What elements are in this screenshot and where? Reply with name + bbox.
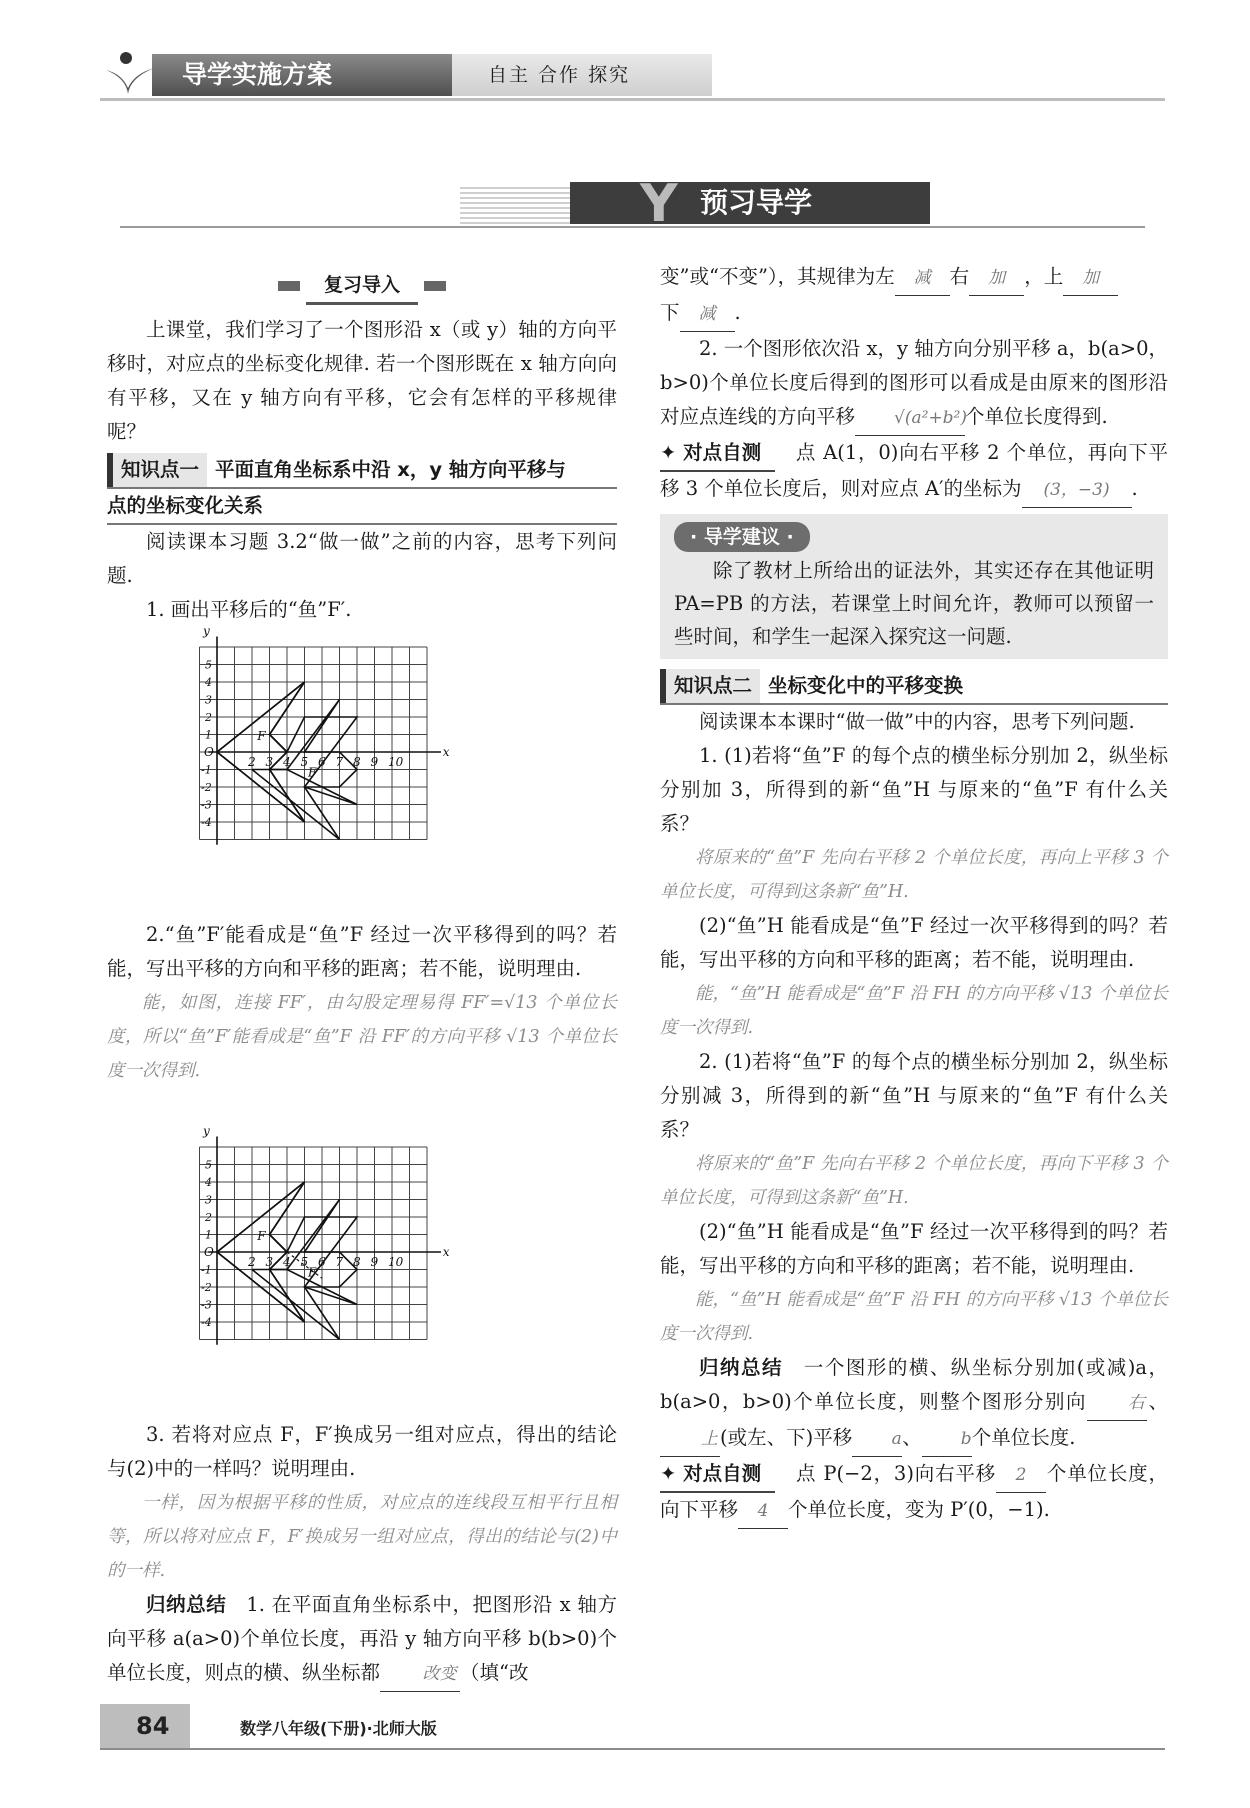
- coordinate-grid-2: [201, 1123, 505, 1415]
- section-line: [120, 226, 1145, 228]
- x-tick-label: 7: [335, 755, 344, 769]
- y-tick-label: 3: [205, 693, 212, 707]
- r2-answer2: 能，“鱼”H 能看成是“鱼”F 沿 FH 的方向平移 √13 个单位长度一次得到.: [660, 1290, 1168, 1344]
- y-tick-label: 4: [205, 1176, 212, 1189]
- r1-answer2: 能，“鱼”H 能看成是“鱼”F 沿 FH 的方向平移 √13 个单位长度一次得到.: [660, 984, 1168, 1038]
- x-tick-label: 10: [388, 755, 404, 769]
- r1-question: 1. (1)若将“鱼”F 的每个点的横坐标分别加 2，纵坐标分别加 3，所得到的新“鱼”H 与原来的“鱼”F 有什么关系？: [660, 744, 1168, 835]
- intro-text: 上课堂，我们学习了一个图形沿 x（或 y）轴的方向平移时，对应点的坐标变化规律. 若一个图形既在 x 轴方向向有平移，又在 y 轴方向有平移，它会有怎样的平移规律呢？: [107, 318, 617, 443]
- fish-F-label: F: [257, 728, 266, 743]
- y-tick-label: 4: [205, 676, 212, 689]
- suggestion-title: · 导学建议 ·: [674, 522, 810, 552]
- x-tick-label: 5: [300, 755, 309, 769]
- origin-label: O: [204, 1245, 214, 1259]
- x-tick-label: 2: [248, 1255, 256, 1269]
- self-test-1: ✦ 对点自测 点 A(1，0)向右平移 2 个单位，再向下平移 3 个单位长度后，则对应点 A′的坐标为 (3，−3) .: [660, 436, 1168, 508]
- x-tick-label: 9: [370, 755, 379, 769]
- coordinate-grid-1: [201, 623, 505, 915]
- origin-label: O: [204, 745, 214, 759]
- r2-question: 2. (1)若将“鱼”F 的每个点的横坐标分别加 2，纵坐标分别减 3，所得到的新“鱼”H 与原来的“鱼”F 有什么关系？: [660, 1050, 1168, 1141]
- header-tags: 自主 合作 探究: [452, 54, 712, 96]
- y-tick-label: 2: [205, 1211, 212, 1224]
- x-tick-label: 10: [388, 1255, 404, 1269]
- r1-question2: (2)“鱼”H 能看成是“鱼”F 经过一次平移得到的吗？若能，写出平移的方向和平移的距离；若不能，说明理由.: [660, 914, 1168, 971]
- q1-text: 1. 画出平移后的“鱼”F′.: [146, 598, 352, 621]
- y-tick-label: -4: [201, 1316, 212, 1329]
- left-column: [107, 268, 617, 627]
- y-tick-label: -1: [201, 763, 212, 777]
- x-tick-label: 4: [283, 1255, 291, 1269]
- y-tick-label: -1: [201, 1263, 212, 1277]
- section-bar: [120, 176, 1145, 232]
- fish-F-label: F: [257, 1228, 266, 1243]
- reader-logo-icon: [100, 48, 160, 98]
- left-column-2: [107, 918, 617, 1088]
- y-axis-label: y: [203, 623, 210, 638]
- y-tick-label: 1: [205, 728, 212, 742]
- x-tick-label: 3: [265, 1255, 274, 1269]
- a3-answer: 一样，因为根据平移的性质，对应点的连线段互相平行且相等，所以将对应点 F，F′换成另一组对应点，得出的结论与(2)中的一样.: [107, 1493, 617, 1581]
- summary1: 归纳总结 1. 在平面直角坐标系中，把图形沿 x 轴方向平移 a(a>0)个单位长度，再沿 y 轴方向平移 b(b>0)个单位长度，则点的横、纵坐标都 改变 （填“改: [107, 1588, 617, 1692]
- suggestion-text: 除了教材上所给出的证法外，其实还存在其他证明 PA=PB 的方法，若课堂上时间允许，教师可以预留一些时间，和学生一起深入探究这一问题.: [674, 559, 1154, 648]
- section-title: 预习导学: [570, 182, 930, 224]
- review-heading: 复习导入: [107, 268, 617, 305]
- teaching-suggestion: [660, 514, 1168, 659]
- footer-rule: [100, 1748, 1165, 1750]
- read1-text: 阅读课本习题 3.2“做一做”之前的内容，思考下列问题.: [107, 530, 617, 587]
- x-tick-label: 6: [318, 755, 326, 769]
- y-tick-label: -2: [201, 781, 212, 794]
- q3-text: 3. 若将对应点 F，F′换成另一组对应点，得出的结论与(2)中的一样吗？说明理由.: [107, 1423, 617, 1480]
- right-column: [660, 260, 1168, 1529]
- read2-text: 阅读课本本课时“做一做”中的内容，思考下列问题.: [699, 710, 1135, 733]
- q2-text: 2.“鱼”F′能看成是“鱼”F 经过一次平移得到的吗？若能，写出平移的方向和平移的距离；若不能，说明理由.: [107, 923, 617, 980]
- y-tick-label: 1: [205, 1228, 212, 1242]
- a2-answer: 能，如图，连接 FF′，由勾股定理易得 FF′=√13 个单位长度，所以“鱼”F′能看成是“鱼”F 沿 FF′的方向平移 √13 个单位长度一次得到.: [107, 993, 617, 1081]
- kp1-heading: 知识点一 平面直角坐标系中沿 x，y 轴方向平移与: [107, 453, 617, 489]
- x-tick-label: 7: [335, 1255, 344, 1269]
- summary3: 归纳总结 一个图形的横、纵坐标分别加(或减)a，b(a>0，b>0)个单位长度，则整个图形分别向 右 、上 (或左、下)平移 a、 b个单位长度.: [660, 1351, 1168, 1457]
- y-tick-label: 5: [205, 658, 212, 672]
- r2-question2: (2)“鱼”H 能看成是“鱼”F 经过一次平移得到的吗？若能，写出平移的方向和平移的距离；若不能，说明理由.: [660, 1220, 1168, 1277]
- r1-answer: 将原来的“鱼”F 先向右平移 2 个单位长度，再向上平移 3 个单位长度，可得到这条新“鱼”H.: [660, 848, 1168, 902]
- y-tick-label: 5: [205, 1158, 212, 1172]
- header-title: 导学实施方案: [152, 54, 452, 96]
- y-tick-label: -3: [201, 1298, 212, 1312]
- self-test-2: ✦ 对点自测 点 P(−2，3)向右平移 2 个单位长度，向下平移 4 个单位长度，变为 P′(0，−1).: [660, 1457, 1168, 1529]
- x-tick-label: 2: [248, 755, 256, 769]
- header-rule: [100, 98, 1165, 101]
- section-letter: Y: [640, 174, 678, 234]
- x-tick-label: 8: [353, 1255, 361, 1269]
- footer-book-title: 数学八年级(下册)·北师大版: [240, 1719, 437, 1738]
- fish-F-prime-label: F′: [308, 765, 320, 780]
- kp2-heading: 知识点二 坐标变化中的平移变换: [660, 669, 1168, 705]
- page-number: 84: [100, 1704, 190, 1748]
- left-column-3: [107, 1418, 617, 1692]
- y-tick-label: -4: [201, 816, 212, 829]
- kp1-heading-line2: 点的坐标变化关系: [107, 489, 617, 525]
- x-axis-label: x: [442, 745, 450, 759]
- x-tick-label: 8: [353, 755, 361, 769]
- page-header: [100, 48, 1165, 100]
- self-test-tag: ✦ 对点自测: [660, 436, 775, 472]
- x-axis-label: x: [442, 1245, 450, 1259]
- y-tick-label: 2: [205, 711, 212, 724]
- summary2: 2. 一个图形依次沿 x，y 轴方向分别平移 a，b(a>0，b>0)个单位长度后得到的图形可以看成是由原来的图形沿对应点连线的方向平移 √(a²+b²)个单位长度得到.: [660, 332, 1168, 436]
- r2-answer: 将原来的“鱼”F 先向右平移 2 个单位长度，再向下平移 3 个单位长度，可得到这条新“鱼”H.: [660, 1154, 1168, 1208]
- x-tick-label: 3: [265, 755, 274, 769]
- y-axis-label: y: [203, 1123, 210, 1138]
- fish-F-prime-label: F′: [308, 1265, 320, 1280]
- rule-line: 变”或“不变”），其规律为左 减 右 加 ，上 加 下 减 .: [660, 260, 1168, 332]
- x-tick-label: 6: [318, 1255, 326, 1269]
- y-tick-label: 3: [205, 1193, 212, 1207]
- y-tick-label: -3: [201, 798, 212, 812]
- x-tick-label: 5: [300, 1255, 309, 1269]
- x-tick-label: 4: [283, 755, 291, 769]
- y-tick-label: -2: [201, 1281, 212, 1294]
- x-tick-label: 9: [370, 1255, 379, 1269]
